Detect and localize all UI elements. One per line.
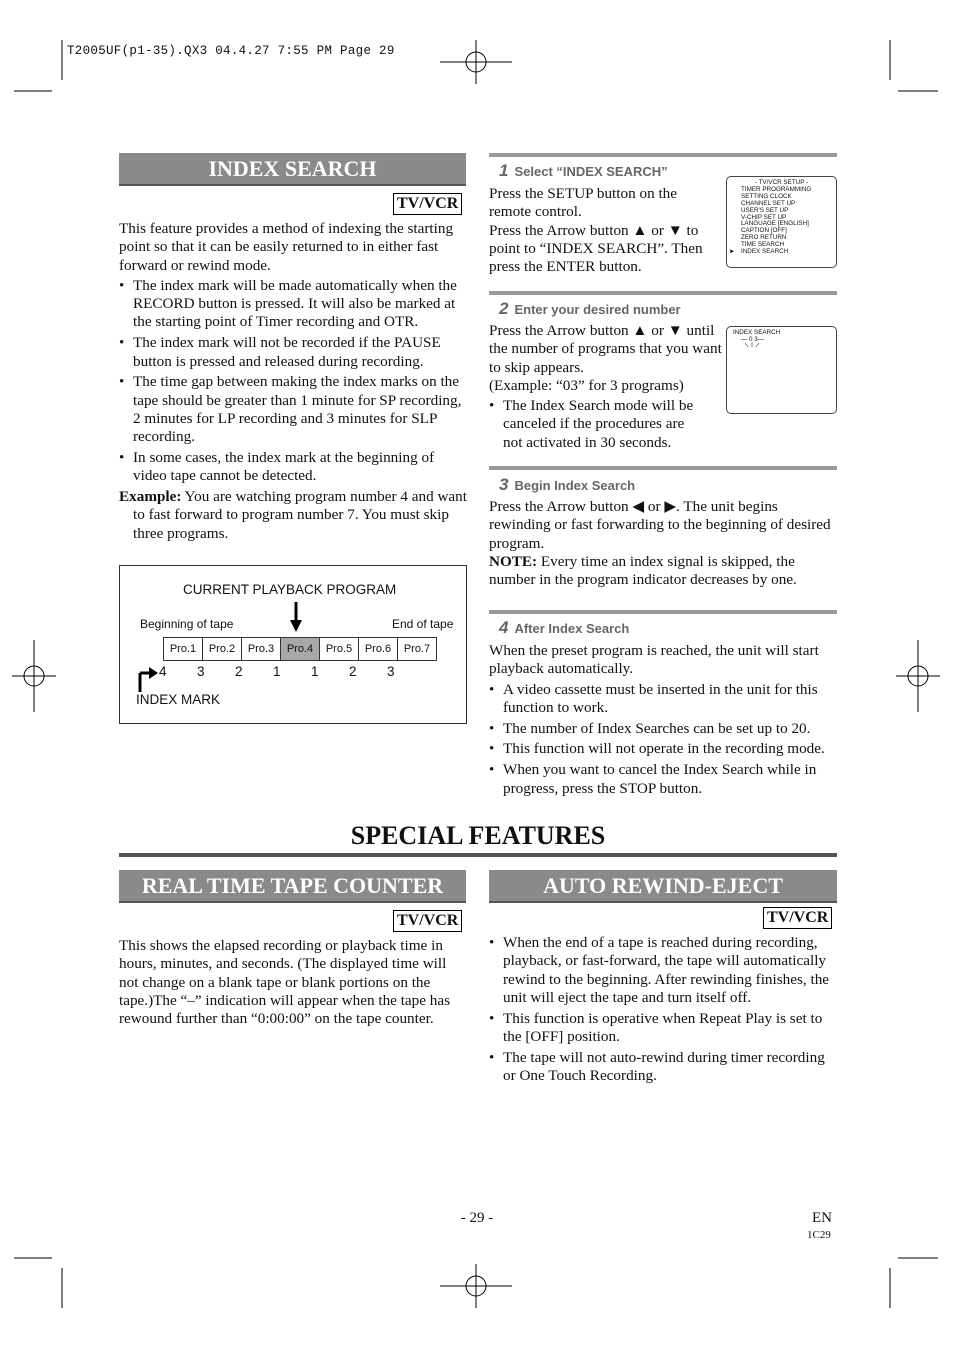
- program-cell: Pro.2: [202, 638, 241, 660]
- step-title: Select “INDEX SEARCH”: [514, 164, 668, 179]
- step-2-bullets: [489, 397, 835, 454]
- list-item: • This function will not operate in the recording mode.: [489, 740, 835, 758]
- end-of-tape-label: End of tape: [392, 617, 454, 631]
- note-label: NOTE:: [489, 552, 538, 570]
- list-item: • The index mark will be made automatically when the RECORD button is pressed. It will also be marked at the starting point of Timer recording and OTR.: [119, 277, 467, 332]
- index-search-body: [119, 220, 467, 543]
- step-title: Begin Index Search: [514, 478, 636, 493]
- program-strip: [163, 637, 437, 661]
- document-code: 1C29: [807, 1229, 831, 1241]
- menu-item-label: INDEX SEARCH: [741, 248, 789, 256]
- index-mark-arrow-icon: [137, 666, 159, 692]
- down-arrow-icon: [288, 602, 304, 634]
- step-number: 2: [499, 299, 509, 318]
- screen-title: - TV/VCR SETUP -: [754, 179, 809, 186]
- step-divider: [489, 153, 837, 157]
- note-paragraph: [489, 553, 833, 590]
- list-item: [489, 397, 835, 452]
- program-cell-current: Pro.4: [280, 638, 319, 660]
- step-title: Enter your desired number: [514, 302, 681, 317]
- index-number: 1: [273, 664, 281, 679]
- list-item: • A video cassette must be inserted in the unit for this function to work.: [489, 681, 835, 718]
- real-time-counter-text: This shows the elapsed recording or playback time in hours, minutes, and seconds. (The displayed time will not change on a blank tape or blank portions on the tape.)The “–” indication will appear when the tape has rewound further than “0:00:00” on the tape counter.: [119, 937, 451, 1028]
- step-title: After Index Search: [514, 621, 630, 636]
- step-number: 4: [499, 618, 509, 637]
- index-number: 2: [349, 664, 357, 679]
- program-cell: Pro.6: [358, 638, 397, 660]
- step-divider: [489, 610, 837, 614]
- index-number: 3: [387, 664, 395, 679]
- index-search-bullets: [119, 277, 467, 486]
- step-4-heading: [499, 618, 629, 638]
- menu-item: SETTING CLOCK: [741, 192, 792, 200]
- menu-item: LANGUAGE [ENGLISH]: [741, 220, 809, 228]
- step-2-text: Press the Arrow button ▲ or ▼ until the number of programs that you want to skip appears. (Example: “03” for 3 programs): [489, 322, 722, 394]
- list-item-text: The Index Search mode will be canceled if the procedures are not activated in 30 seconds.: [503, 397, 694, 451]
- menu-item: ZERO RETURN: [741, 234, 787, 242]
- step-number: 3: [499, 475, 509, 494]
- menu-item: TIME SEARCH: [741, 241, 785, 249]
- file-header: T2005UF(p1-35).QX3 04.4.27 7:55 PM Page 29: [67, 44, 395, 58]
- list-item: • In some cases, the index mark at the beginning of video tape cannot be detected.: [119, 449, 467, 486]
- menu-item: CHANNEL SET UP: [741, 199, 796, 207]
- beginning-of-tape-label: Beginning of tape: [140, 617, 234, 631]
- index-number: 1: [311, 664, 319, 679]
- step-1-heading: [499, 161, 668, 181]
- step-3-text: Press the Arrow button ◀ or ▶. The unit begins rewinding or fast forwarding to the beginning of desired program.: [489, 498, 831, 552]
- index-mark-diagram: [119, 565, 467, 724]
- step-3-body: [489, 498, 833, 589]
- program-cell: Pro.3: [241, 638, 280, 660]
- list-item: • The number of Index Searches can be set up to 20.: [489, 720, 835, 738]
- index-search-intro: This feature provides a method of indexing the starting point so that it can be easily returned to in either fast forward or rewind mode.: [119, 220, 454, 274]
- example-label: Example:: [119, 488, 182, 506]
- setup-menu-screen: [726, 176, 837, 268]
- step-4-bullets: [489, 681, 835, 798]
- program-cell: Pro.1: [169, 643, 197, 655]
- index-number: 2: [235, 664, 243, 679]
- section-divider: [119, 853, 837, 857]
- language-code: EN: [812, 1210, 832, 1226]
- index-mark-label: INDEX MARK: [136, 692, 221, 707]
- screen-value: — 0 3—: [741, 335, 765, 343]
- step-1-text: Press the SETUP button on the remote control. Press the Arrow button ▲ or ▼ to point to “INDEX SEARCH”. Then press the ENTER button.: [489, 185, 703, 276]
- program-cell: Pro.5: [319, 638, 358, 660]
- list-item: • This function is operative when Repeat Play is set to the [OFF] position.: [489, 1010, 835, 1047]
- list-item: • The time gap between making the index marks on the tape should be greater than 1 minute for SP recording, 2 minutes for LP recording and 3 minutes for SLP recording.: [119, 373, 467, 446]
- page-number: - 29 -: [460, 1210, 494, 1226]
- menu-item: USER'S SET UP: [741, 206, 789, 214]
- list-item: • When you want to cancel the Index Search while in progress, press the STOP button.: [489, 761, 835, 798]
- menu-item: CAPTION [OFF]: [741, 227, 787, 235]
- current-playback-label: CURRENT PLAYBACK PROGRAM: [183, 582, 397, 597]
- auto-rewind-eject-title: AUTO REWIND-EJECT: [489, 870, 837, 903]
- selection-arrow-icon: ►: [729, 248, 736, 256]
- list-item: • The tape will not auto-rewind during timer recording or One Touch Recording.: [489, 1049, 835, 1086]
- step-4-text: When the preset program is reached, the unit will start playback automatically.: [489, 642, 819, 678]
- tv-vcr-badge: TV/VCR: [393, 910, 462, 932]
- menu-item: V-CHIP SET UP: [741, 213, 787, 221]
- step-3-heading: [499, 475, 635, 495]
- example-paragraph: [119, 488, 467, 543]
- menu-item: TIMER PROGRAMMING: [741, 185, 812, 193]
- real-time-counter-title: REAL TIME TAPE COUNTER: [119, 870, 466, 903]
- screen-menu: [727, 187, 836, 256]
- blink-icon: [743, 341, 761, 353]
- note-text: Every time an index signal is skipped, the number in the program indicator decreases by one.: [489, 552, 797, 589]
- list-item: • The index mark will not be recorded if the PAUSE button is pressed and released during recording.: [119, 334, 467, 371]
- index-search-title: INDEX SEARCH: [119, 153, 466, 186]
- list-item: • When the end of a tape is reached during recording, playback, or fast-forward, the tape will automatically rewind to the beginning. After rewinding finishes, the unit will eject the tape and turn itself off.: [489, 934, 835, 1007]
- tv-vcr-badge: TV/VCR: [393, 193, 462, 215]
- tv-vcr-badge: TV/VCR: [763, 907, 832, 929]
- step-divider: [489, 291, 837, 295]
- step-2-heading: [499, 299, 681, 319]
- index-number: 3: [197, 664, 205, 679]
- special-features-title: SPECIAL FEATURES: [350, 821, 606, 850]
- program-cell: Pro.7: [397, 638, 436, 660]
- step-4-body: [489, 642, 835, 800]
- example-text: You are watching program number 4 and want to fast forward to program number 7. You must skip three programs.: [133, 488, 467, 542]
- step-number: 1: [499, 161, 509, 180]
- screen-title: INDEX SEARCH: [733, 329, 781, 336]
- auto-rewind-bullets: [489, 934, 835, 1088]
- index-number: 4: [159, 664, 167, 679]
- step-divider: [489, 466, 837, 470]
- menu-item-selected: [729, 248, 836, 256]
